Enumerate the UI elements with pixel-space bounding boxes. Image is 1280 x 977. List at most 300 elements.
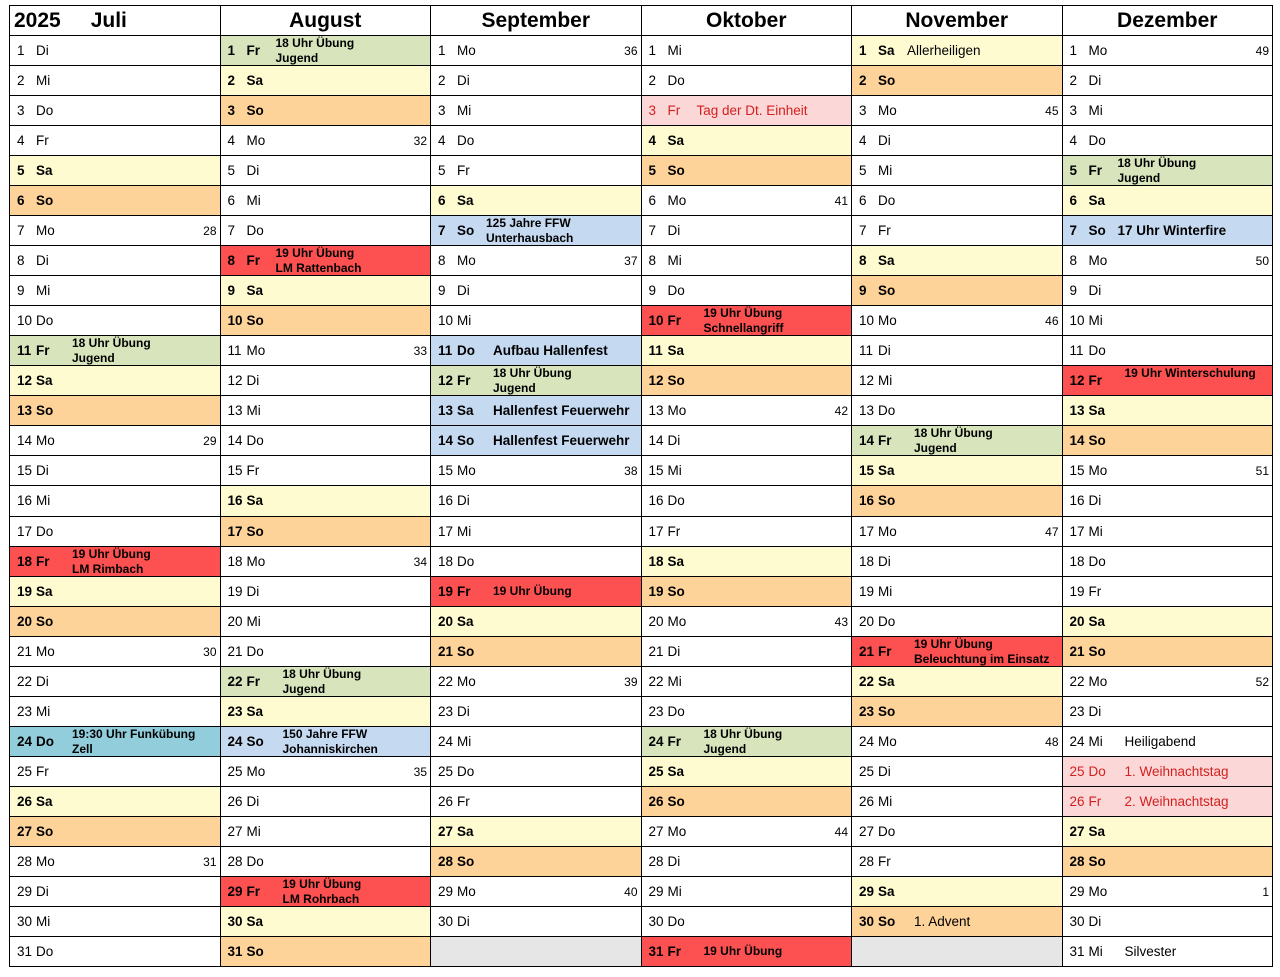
year-calendar [9,5,1273,967]
day-cell-november [852,66,1063,96]
weekday-label: Fr [667,943,681,959]
day-cell-oktober [641,756,852,786]
calendar-row [10,96,1273,126]
day-number: 22 [1069,673,1085,689]
day-number: 3 [17,103,25,119]
weekday-label: Mo [1088,673,1108,689]
day-cell-oktober [641,516,852,546]
month-header-september: September [431,6,642,36]
day-number: 1 [859,43,867,58]
weekday-label: Di [1088,283,1102,299]
day-cell-juli [10,126,221,156]
day-cell-juli [10,546,221,576]
day-number: 9 [648,283,657,299]
weekday-label: So [36,823,54,839]
day-number: 16 [648,493,664,509]
day-number: 5 [859,163,867,179]
day-number: 1 [1069,43,1078,58]
week-number: 30 [203,644,217,659]
weekday-label: Di [36,463,49,479]
day-number: 5 [648,163,657,179]
weekday-label: Mo [457,253,476,269]
day-cell-juli [10,366,221,396]
day-cell-oktober [641,606,852,636]
day-cell-dezember [1062,576,1273,606]
day-cell-juli [10,696,221,726]
weekday-label: Mo [246,133,266,149]
weekday-label: Fr [457,793,470,809]
weekday-label: Mi [1088,523,1103,539]
weekday-label: Mi [246,823,261,839]
day-cell-juli [10,636,221,666]
day-cell-dezember [1062,726,1273,756]
day-number: 28 [17,853,33,869]
day-number: 17 [859,523,875,539]
day-number: 15 [648,463,664,479]
day-cell-dezember [1062,216,1273,246]
calendar-row [10,576,1273,606]
event-label: 18 Uhr Übung Jugend [493,366,572,396]
weekday-label: Mi [878,583,893,599]
day-number: 28 [859,853,875,869]
weekday-label: Mo [457,883,476,899]
day-cell-november [852,906,1063,936]
day-cell-november [852,876,1063,906]
day-cell-august [220,666,431,696]
event-label: 18 Uhr Übung Jugend [282,666,362,696]
day-cell-oktober [641,816,852,846]
day-number: 20 [859,613,875,629]
weekday-label: Fr [457,583,471,599]
calendar-row [10,516,1273,546]
day-number: 5 [227,163,236,179]
calendar-row [10,36,1273,66]
weekday-label: Mo [878,313,897,329]
day-number: 3 [227,103,236,119]
day-cell-november [852,486,1063,516]
weekday-label: Mo [667,613,687,629]
weekday-label: Do [1088,343,1106,359]
weekday-label: Sa [1088,823,1106,839]
day-number: 10 [648,313,664,329]
calendar-row [10,546,1273,576]
day-number: 6 [17,193,25,209]
day-number: 14 [438,433,454,449]
day-cell-juli [10,906,221,936]
weekday-label: Fr [878,433,892,449]
week-number: 45 [1045,104,1059,119]
day-number: 4 [227,133,236,149]
day-cell-dezember [1062,636,1273,666]
weekday-label: Mo [667,823,687,839]
event-label: 19 Uhr Übung LM Rimbach [72,546,151,576]
weekday-label: Mi [36,913,51,929]
day-number: 22 [648,673,664,689]
event-label: 18 Uhr Übung Jugend [72,336,151,366]
month-header-juli [10,6,221,36]
day-cell-oktober [641,306,852,336]
weekday-label: So [667,163,685,179]
day-number: 7 [438,223,446,239]
day-cell-november [852,516,1063,546]
day-number: 23 [227,703,243,719]
day-number: 28 [227,853,243,869]
weekday-label: Di [667,643,681,659]
day-cell-dezember [1062,666,1273,696]
weekday-label: Do [457,343,475,359]
day-cell-oktober [641,96,852,126]
day-cell-november [852,606,1063,636]
weekday-label: Sa [246,493,264,509]
day-cell-oktober [641,426,852,456]
day-cell-juli [10,726,221,756]
day-cell-dezember [1062,786,1273,816]
day-number: 15 [438,463,454,479]
weekday-label: Di [1088,703,1102,719]
weekday-label: Sa [878,883,895,899]
weekday-label: Sa [1088,613,1106,629]
day-number: 28 [1069,853,1085,869]
day-cell-august [220,246,431,276]
calendar-row [10,876,1273,906]
day-cell-oktober [641,126,852,156]
day-cell-oktober [641,936,852,966]
day-number: 19 [438,583,454,599]
day-number: 22 [17,673,33,689]
day-number: 9 [438,283,446,299]
day-number: 6 [438,193,446,209]
weekday-label: Di [878,343,891,359]
day-cell-oktober [641,456,852,486]
day-number: 27 [17,823,33,839]
day-number: 18 [1069,553,1085,569]
day-number: 29 [648,883,664,899]
weekday-label: Mo [878,523,897,539]
day-number: 13 [227,403,243,419]
event-label: 17 Uhr Winterfire [1117,223,1227,239]
weekday-label: Mi [457,733,472,749]
day-cell-november [852,726,1063,756]
day-cell-juli [10,516,221,546]
day-cell-november [852,126,1063,156]
day-number: 8 [17,253,25,269]
weekday-label: Fr [878,643,892,659]
day-cell-oktober [641,906,852,936]
weekday-label: Fr [667,313,681,329]
day-cell-dezember [1062,816,1273,846]
weekday-label: Mi [878,373,893,389]
weekday-label: Sa [457,613,474,629]
day-cell-november [852,366,1063,396]
day-number: 23 [859,703,875,719]
day-cell-november [852,36,1063,66]
day-cell-dezember [1062,906,1273,936]
day-cell-dezember [1062,306,1273,336]
day-cell-dezember [1062,186,1273,216]
week-number: 32 [413,134,427,149]
weekday-label: Fr [1088,583,1102,599]
day-number: 7 [1069,223,1078,239]
day-number: 19 [1069,583,1085,599]
week-number: 31 [203,854,217,869]
day-cell-dezember [1062,696,1273,726]
day-number: 27 [1069,823,1085,839]
day-cell-oktober [641,36,852,66]
day-number: 16 [17,493,33,509]
weekday-label: Do [36,943,54,959]
day-number: 21 [17,643,33,659]
event-label: 19 Uhr Übung LM Rohrbach [282,876,362,906]
weekday-label: So [1088,853,1106,869]
weekday-label: Mi [878,793,893,809]
day-cell-september [431,36,642,66]
calendar-row [10,216,1273,246]
week-number: 51 [1255,464,1269,479]
calendar-row [10,276,1273,306]
weekday-label: Di [457,493,470,509]
day-cell-juli [10,336,221,366]
event-label: Tag der Dt. Einheit [696,103,808,119]
weekday-label: Sa [246,703,264,719]
day-number: 5 [17,163,25,179]
day-number: 28 [438,853,454,869]
day-number: 12 [1069,373,1085,389]
day-number: 10 [859,313,875,329]
day-cell-september [431,786,642,816]
day-cell-dezember [1062,756,1273,786]
day-cell-oktober [641,156,852,186]
weekday-label: Sa [878,463,895,479]
weekday-label: So [36,613,54,629]
day-cell-september [431,486,642,516]
day-cell-oktober [641,66,852,96]
day-number: 11 [227,343,242,359]
day-number: 4 [859,133,867,149]
week-number: 38 [624,464,638,479]
day-cell-september [431,66,642,96]
day-cell-juli [10,486,221,516]
calendar-row [10,936,1273,966]
day-cell-august [220,276,431,306]
weekday-label: Di [457,283,470,299]
event-label: 18 Uhr Übung Jugend [914,426,993,456]
day-number: 11 [438,343,453,359]
day-number: 9 [227,283,236,299]
calendar-row [10,726,1273,756]
weekday-label: Mo [36,853,55,869]
day-number: 23 [17,703,33,719]
weekday-label: Do [457,133,475,149]
weekday-label: Mo [457,43,476,58]
day-cell-september [431,906,642,936]
day-cell-juli [10,606,221,636]
day-number: 9 [859,283,867,299]
event-label: 19 Uhr Winterschulung [1124,366,1256,381]
day-number: 18 [859,553,875,569]
calendar-row [10,786,1273,816]
day-number: 13 [859,403,875,419]
weekday-label: So [36,403,54,419]
day-number: 11 [648,343,663,359]
day-cell-november [852,246,1063,276]
week-number: 28 [203,224,217,239]
week-number: 50 [1255,254,1269,269]
day-number: 12 [859,373,875,389]
day-cell-august [220,606,431,636]
weekday-label: Fr [457,163,470,179]
month-header-dezember: Dezember [1062,6,1273,36]
day-cell-dezember [1062,126,1273,156]
day-cell-august [220,546,431,576]
day-number: 8 [648,253,657,269]
day-number: 5 [1069,163,1078,179]
weekday-label: Mo [36,223,55,239]
day-number: 10 [17,313,33,329]
weekday-label: Mi [36,493,51,509]
day-number: 12 [17,373,33,389]
day-cell-oktober [641,576,852,606]
weekday-label: Mo [1088,253,1108,269]
day-number: 27 [648,823,664,839]
day-cell-september [431,216,642,246]
weekday-label: Di [457,73,470,89]
event-label: 150 Jahre FFW Johanniskirchen [282,726,378,756]
weekday-label: Fr [36,343,50,359]
day-number: 14 [17,433,33,449]
day-cell-dezember [1062,876,1273,906]
day-cell-september [431,456,642,486]
weekday-label: Di [36,673,49,689]
day-number: 21 [438,643,454,659]
weekday-label: Sa [878,253,895,269]
weekday-label: Di [457,913,470,929]
day-number: 21 [227,643,243,659]
week-number: 52 [1255,674,1269,689]
day-number: 18 [17,553,33,569]
day-cell-oktober [641,486,852,516]
day-number: 4 [1069,133,1078,149]
week-number: 44 [834,824,848,839]
weekday-label: Mi [36,283,51,299]
weekday-label: Do [878,613,896,629]
weekday-label: So [878,493,896,509]
day-number: 26 [17,793,33,809]
weekday-label: Sa [36,373,53,389]
day-number: 11 [17,343,32,359]
day-number: 20 [1069,613,1085,629]
day-cell-juli [10,456,221,486]
week-number: 41 [834,194,848,209]
calendar-body [10,36,1273,967]
weekday-label: So [1088,223,1106,239]
day-number: 30 [438,913,454,929]
day-cell-november [852,426,1063,456]
day-cell-oktober [641,666,852,696]
calendar-row [10,426,1273,456]
day-cell-september [431,726,642,756]
week-number: 40 [624,884,638,899]
weekday-label: Di [246,163,260,179]
day-cell-september [431,576,642,606]
day-number: 12 [648,373,664,389]
weekday-label: Fr [667,523,681,539]
day-number: 9 [17,283,25,299]
weekday-label: So [457,643,475,659]
weekday-label: So [246,523,264,539]
weekday-label: Do [1088,553,1106,569]
day-cell-august [220,516,431,546]
day-cell-november [852,756,1063,786]
weekday-label: Fr [1088,373,1102,389]
day-cell-juli [10,156,221,186]
day-cell-juli [10,276,221,306]
day-cell-november [852,546,1063,576]
weekday-label: Di [36,883,49,899]
day-number: 25 [438,763,454,779]
day-number: 6 [1069,193,1078,209]
week-number: 1 [1262,884,1269,899]
weekday-label: Do [1088,133,1106,149]
day-cell-oktober [641,786,852,816]
weekday-label: Sa [246,283,264,299]
event-label: 18 Uhr Übung Jugend [703,726,783,756]
day-number: 30 [648,913,664,929]
day-number: 29 [227,883,243,899]
weekday-label: So [246,733,264,749]
event-label: Heiligabend [1124,733,1196,749]
weekday-label: Mo [246,343,266,359]
day-cell-november [852,696,1063,726]
calendar-row [10,696,1273,726]
day-cell-dezember [1062,516,1273,546]
weekday-label: Mo [1088,883,1108,899]
weekday-label: So [457,853,475,869]
day-cell-juli [10,426,221,456]
day-cell-september [431,546,642,576]
week-number: 36 [624,44,638,58]
day-cell-november [852,576,1063,606]
weekday-label: Di [246,793,260,809]
day-cell-september [431,666,642,696]
calendar-row [10,906,1273,936]
day-cell-dezember [1062,396,1273,426]
calendar-row [10,186,1273,216]
week-number: 37 [624,254,638,269]
weekday-label: Mi [1088,103,1103,119]
weekday-label: Do [457,763,475,779]
event-label: Allerheiligen [907,43,981,58]
weekday-label: Fr [667,733,681,749]
day-number: 17 [17,523,33,539]
weekday-label: Do [36,733,54,749]
day-cell-november [852,816,1063,846]
day-number: 18 [648,553,664,569]
day-cell-november [852,96,1063,126]
day-number: 26 [227,793,243,809]
calendar-row [10,66,1273,96]
weekday-label: Do [246,223,264,239]
weekday-label: Fr [246,253,260,269]
day-number: 2 [648,73,657,89]
week-number: 47 [1045,524,1059,539]
day-cell-august [220,786,431,816]
calendar-row [10,366,1273,396]
day-number: 6 [859,193,867,209]
calendar-row [10,846,1273,876]
day-cell-juli [10,816,221,846]
weekday-label: Di [457,703,470,719]
day-cell-august [220,426,431,456]
